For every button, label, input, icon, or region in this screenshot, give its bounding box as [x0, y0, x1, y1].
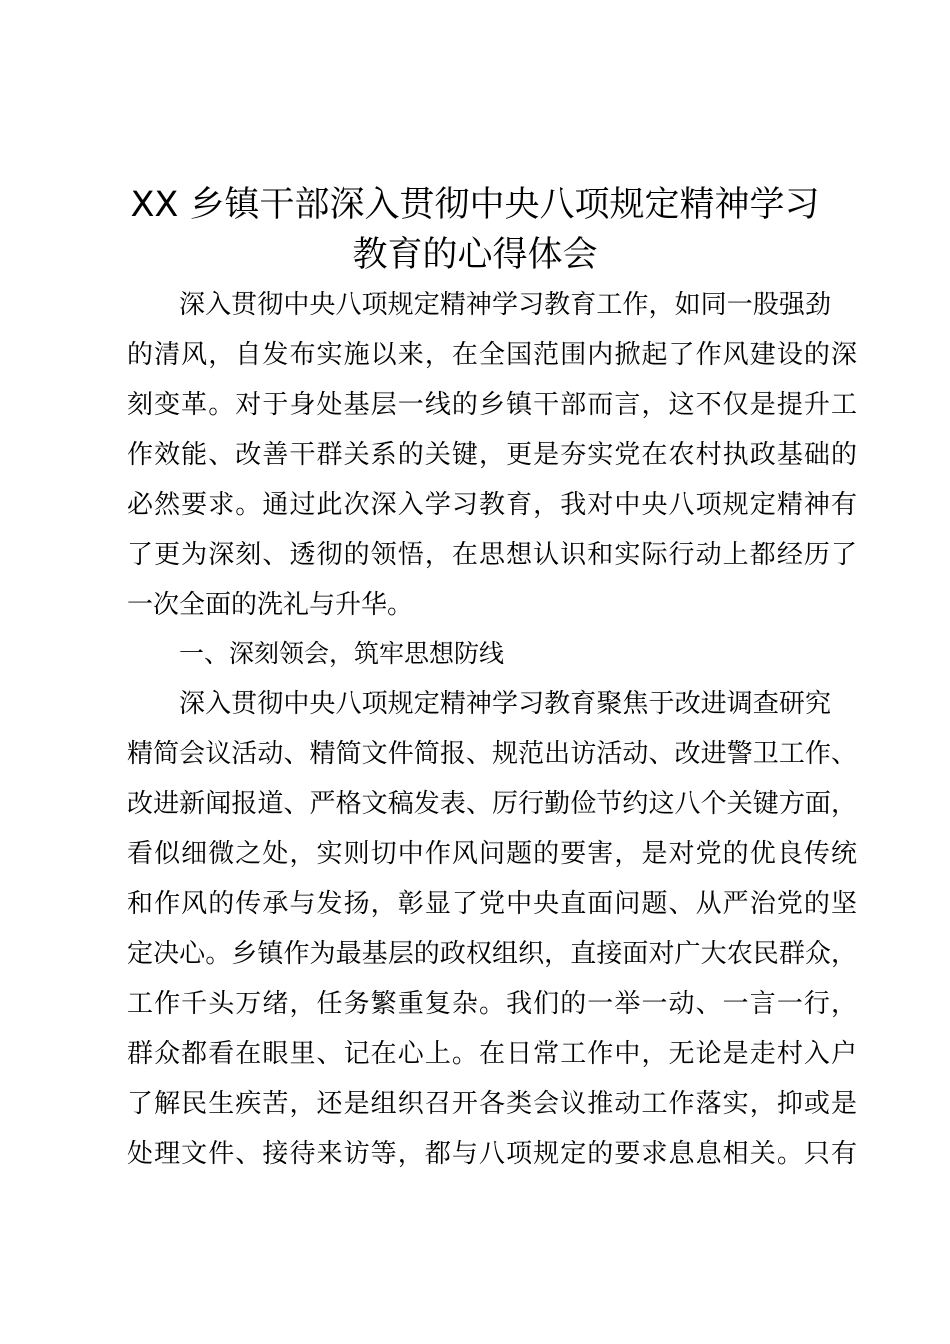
section-line-5: 和作风的传承与发扬，彰显了党中央直面问题、从严治党的坚: [127, 889, 857, 919]
intro-line-2: 的清风，自发布实施以来，在全国范围内掀起了作风建设的深: [127, 340, 857, 370]
section-heading: 一、深刻领会，筑牢思想防线: [179, 639, 505, 668]
document-title-line-1: XX 乡镇干部深入贯彻中央八项规定精神学习: [130, 185, 820, 225]
intro-line-3: 刻变革。对于身处基层一线的乡镇干部而言，这不仅是提升工: [127, 390, 857, 420]
section-line-3: 改进新闻报道、严格文稿发表、厉行勤俭节约这八个关键方面，: [127, 789, 857, 819]
intro-line-6: 了更为深刻、透彻的领悟，在思想认识和实际行动上都经历了: [127, 540, 857, 570]
section-line-1: 深入贯彻中央八项规定精神学习教育聚焦于改进调查研究: [179, 689, 831, 719]
section-line-6: 定决心。乡镇作为最基层的政权组织，直接面对广大农民群众，: [127, 939, 857, 969]
section-line-10: 处理文件、接待来访等，都与八项规定的要求息息相关。只有: [127, 1139, 857, 1169]
section-line-7: 工作千头万绪，任务繁重复杂。我们的一举一动、一言一行，: [127, 989, 857, 1019]
document-title-line-2: 教育的心得体会: [352, 235, 598, 275]
intro-line-7: 一次全面的洗礼与升华。: [127, 590, 414, 620]
section-line-4: 看似细微之处，实则切中作风问题的要害，是对党的优良传统: [127, 839, 857, 869]
section-line-8: 群众都看在眼里、记在心上。在日常工作中，无论是走村入户: [127, 1039, 857, 1069]
section-line-9: 了解民生疾苦，还是组织召开各类会议推动工作落实，抑或是: [127, 1089, 857, 1119]
intro-line-4: 作效能、改善干群关系的关键，更是夯实党在农村执政基础的: [127, 440, 857, 470]
intro-line-5: 必然要求。通过此次深入学习教育，我对中央八项规定精神有: [127, 490, 857, 520]
section-line-2: 精简会议活动、精简文件简报、规范出访活动、改进警卫工作、: [127, 739, 857, 769]
intro-line-1: 深入贯彻中央八项规定精神学习教育工作，如同一股强劲: [179, 290, 831, 320]
